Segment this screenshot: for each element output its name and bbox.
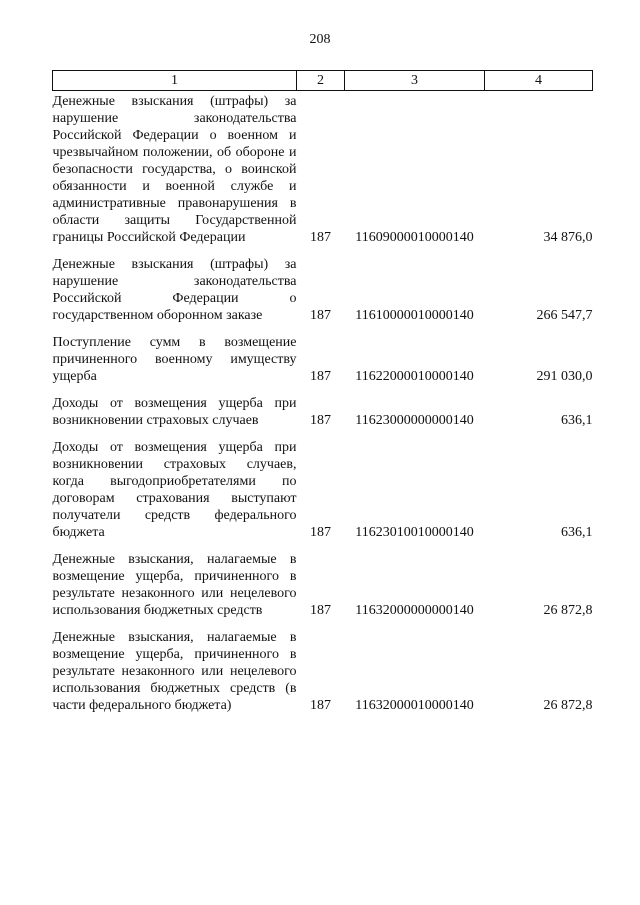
- row-kbk-code: 11632000010000140: [355, 698, 474, 713]
- row-amount: 26 872,8: [543, 603, 593, 618]
- row-kbk-code: 11610000010000140: [355, 308, 474, 323]
- table-row: [53, 91, 593, 247]
- table-row: [53, 324, 593, 385]
- column-header-amount: 4: [485, 71, 593, 91]
- row-amount: 266 547,7: [536, 308, 593, 323]
- table-row: [53, 429, 593, 541]
- row-admin-code: 187: [310, 230, 331, 245]
- row-admin-code: 187: [310, 413, 331, 428]
- row-admin-code: 187: [310, 698, 331, 713]
- row-amount: 636,1: [561, 525, 593, 540]
- row-kbk-code: 11622000010000140: [355, 369, 474, 384]
- row-description: Доходы от возмещения ущерба при возникновении страховых случаев: [52, 396, 297, 428]
- page-number: 208: [309, 32, 331, 47]
- row-admin-code: 187: [310, 525, 331, 540]
- table-row: [53, 541, 593, 619]
- row-amount: 34 876,0: [543, 230, 593, 245]
- column-header-kbk-code: 3: [345, 71, 485, 91]
- row-kbk-code: 11623010010000140: [355, 525, 474, 540]
- column-header-admin-code: 2: [297, 71, 345, 91]
- row-amount: 636,1: [561, 413, 593, 428]
- row-amount: 26 872,8: [543, 698, 593, 713]
- row-description: Денежные взыскания, налагаемые в возмещение ущерба, причиненного в результате незаконного или нецелевого использования бюджетных средств: [52, 552, 297, 618]
- row-description: Денежные взыскания (штрафы) за нарушение законодательства Российской Федерации о государственном оборонном заказе: [52, 257, 297, 323]
- column-header-description: 1: [53, 71, 297, 91]
- row-admin-code: 187: [310, 308, 331, 323]
- table-header-row: [53, 71, 593, 91]
- table-row: [53, 619, 593, 714]
- row-description: Доходы от возмещения ущерба при возникновении страховых случаев, когда выгодоприобретателями по договорам страхования выступают получатели средств федерального бюджета: [52, 440, 297, 540]
- row-kbk-code: 11609000010000140: [355, 230, 474, 245]
- row-description: Поступление сумм в возмещение причиненного военному имуществу ущерба: [52, 335, 297, 384]
- row-description: Денежные взыскания, налагаемые в возмещение ущерба, причиненного в результате незаконного или нецелевого использования бюджетных средств (в части федерального бюджета): [52, 630, 297, 713]
- table-row: [53, 246, 593, 324]
- row-admin-code: 187: [310, 369, 331, 384]
- row-kbk-code: 11632000000000140: [355, 603, 474, 618]
- row-amount: 291 030,0: [536, 369, 593, 384]
- row-description: Денежные взыскания (штрафы) за нарушение законодательства Российской Федерации о военном и чрезвычайном положении, об обороне и безопасности государства, о воинской обязанности и военной службе и административные правонарушения в области защиты Государственной границы Российской Федерации: [52, 94, 297, 245]
- budget-revenue-table: [52, 70, 593, 714]
- row-kbk-code: 11623000000000140: [355, 413, 474, 428]
- row-admin-code: 187: [310, 603, 331, 618]
- table-row: [53, 385, 593, 429]
